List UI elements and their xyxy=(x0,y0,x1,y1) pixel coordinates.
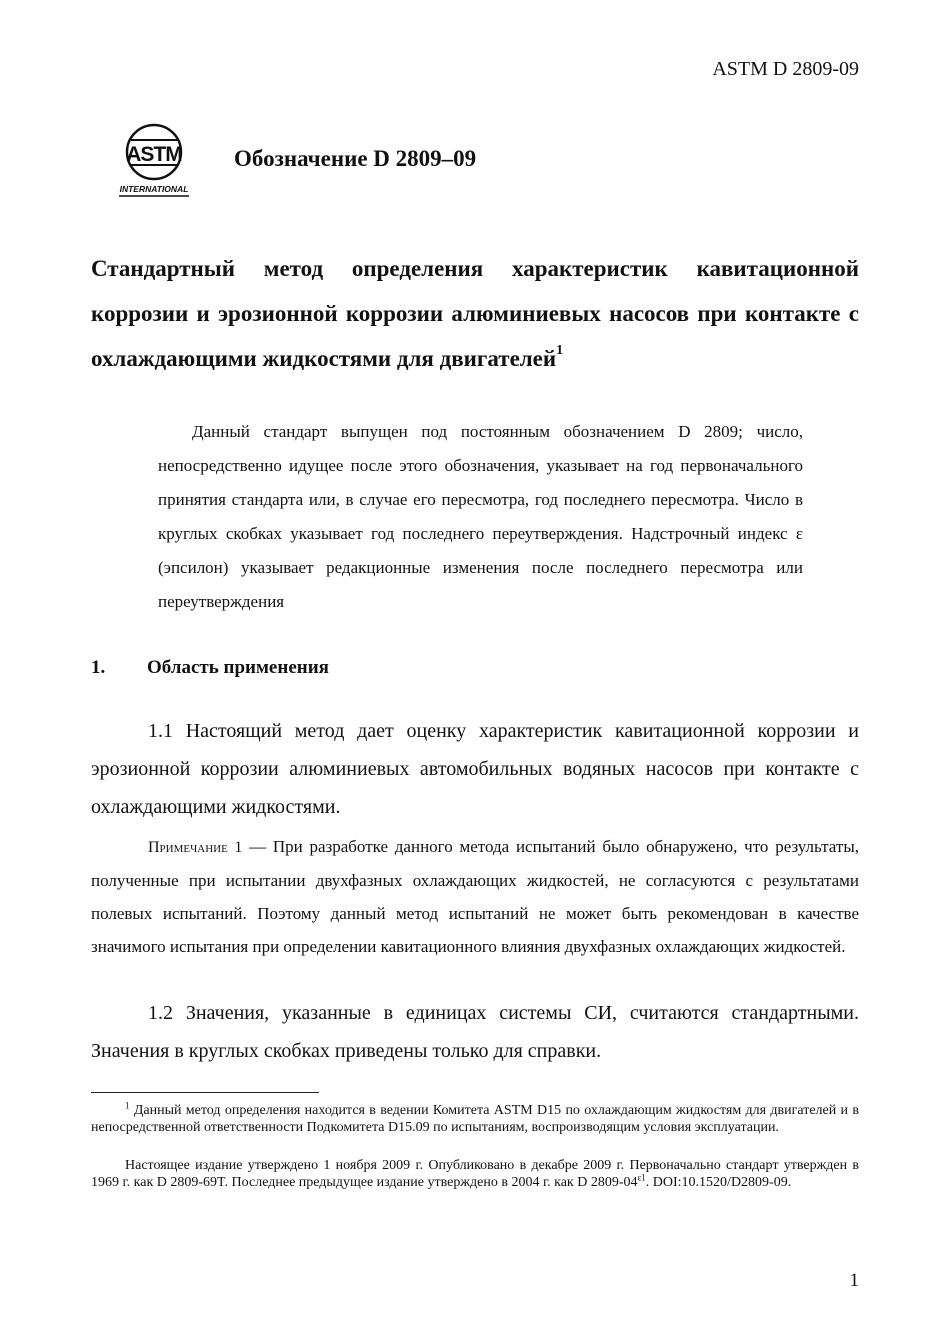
title-footnote-ref: 1 xyxy=(556,343,564,358)
designation-heading: Обозначение D 2809–09 xyxy=(234,146,477,171)
footnote-2-doi: . DOI:10.1520/D2809-09. xyxy=(645,1175,792,1190)
paragraph-1-1: 1.1 Настоящий метод дает оценку характеристик кавитационной коррозии и эрозионной коррозии алюминиевых автомобильных водяных насосов при контакте с охлаждающими жидкостями. xyxy=(91,720,859,818)
footnote-1-mark: 1 xyxy=(125,1100,130,1111)
logo-text-astm: ASTM xyxy=(126,143,182,166)
document-title xyxy=(91,246,859,381)
page-number: 1 xyxy=(849,1270,859,1291)
paragraph-1-2: 1.2 Значения, указанные в единицах системы СИ, считаются стандартными. Значения в круглых скобках приведены только для справки. xyxy=(91,1002,859,1062)
note-label: Примечание 1 xyxy=(148,839,243,856)
note-text: — При разработке данного метода испытаний было обнаружено, что результаты, полученные при испытании двухфазных охлаждающих жидкостей, не согласуются с результатами полевых испытаний. Поэтому данный метод испытаний не может быть рекомендован в качестве значимого испытания при определении кавитационного влияния двухфазных охлаждающих жидкостей. xyxy=(91,837,859,956)
footnote-2-text: Настоящее издание утверждено 1 ноября 2009 г. Опубликовано в декабре 2009 г. Первоначально стандарт утвержден в 1969 г. как D 2809-69T. Последнее предыдущее издание утверждено в 2004 г. как D 2809-04 xyxy=(91,1158,859,1190)
footnote-2-sup: ε1 xyxy=(637,1172,646,1183)
astm-international-logo xyxy=(113,122,195,200)
logo-text-international: INTERNATIONAL xyxy=(119,184,189,194)
title-text: Стандартный метод определения характеристик кавитационной коррозии и эрозионной коррозии алюминиевых насосов при контакте с охлаждающими жидкостями для двигателей xyxy=(91,256,859,371)
document-code-header: ASTM D 2809-09 xyxy=(712,58,859,80)
section-title-text: Область применения xyxy=(147,657,329,678)
preface-paragraph: Данный стандарт выпущен под постоянным обозначением D 2809; число, непосредственно идущее после этого обозначения, указывает на год первоначального принятия стандарта или, в случае его пересмотра, год последнего пересмотра. Число в круглых скобках указывает год последнего переутверждения. Надстрочный индекс ε (эпсилон) указывает редакционные изменения после последнего пересмотра или переутверждения xyxy=(158,422,803,611)
footnote-1-text: Данный метод определения находится в ведении Комитета ASTM D15 по охлаждающим жидкостям для двигателей и в непосредственной ответственности Подкомитета D15.09 по испытаниям, воспроизводящим условия эксплуатации. xyxy=(91,1103,859,1135)
footnote-2 xyxy=(91,1157,859,1191)
footnote-1 xyxy=(91,1102,859,1136)
footnote-divider xyxy=(91,1092,319,1093)
section-heading xyxy=(91,657,329,679)
section-number: 1. xyxy=(91,657,106,678)
note-1 xyxy=(91,830,859,963)
